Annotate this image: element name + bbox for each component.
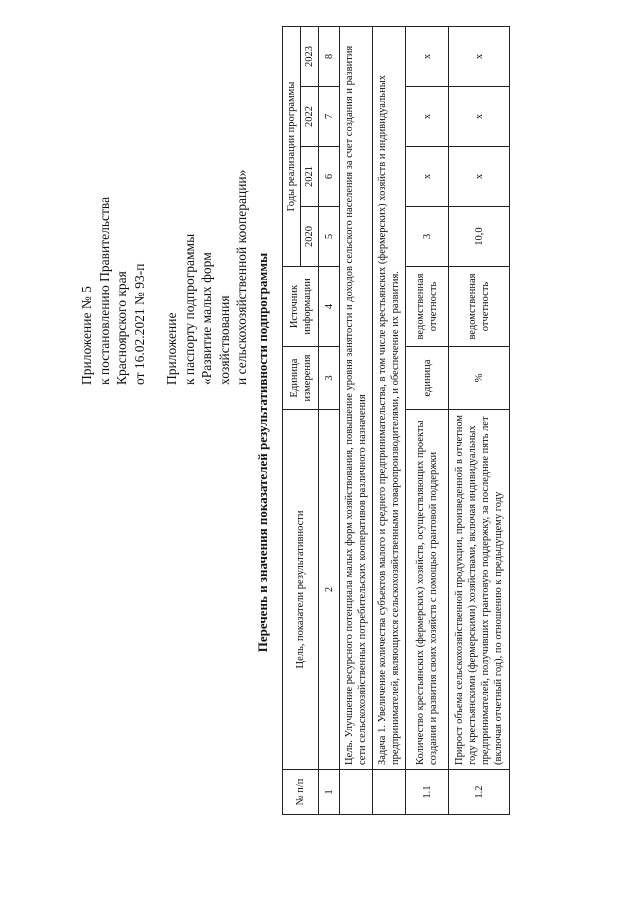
empty-cell xyxy=(340,770,373,815)
empty-cell xyxy=(373,770,406,815)
header-unit: Единица измерения xyxy=(283,347,319,410)
appendix-line: к постановлению Правительства xyxy=(96,196,112,385)
column-number: 6 xyxy=(319,147,340,207)
appendix-line: Приложение xyxy=(164,312,179,385)
task-row xyxy=(373,27,406,815)
value-2020: 3 xyxy=(406,207,449,267)
table-row xyxy=(449,27,510,815)
indicators-table xyxy=(282,26,510,815)
appendix-line: к паспорту подпрограммы xyxy=(181,233,197,385)
task-text: Задача 1. Увеличение количества субъектов малого и среднего предпринимательства, в том числе крестьянских (фермерских) хозяйств и индивидуальных предпринимателей, являющихся сельскохозяйственными товаропроизводителями, и обеспечение их развития. xyxy=(373,27,406,770)
indicator-source: ведомственная отчетность xyxy=(449,267,510,347)
header-year: 2021 xyxy=(301,147,319,207)
value-2020: 10,0 xyxy=(449,207,510,267)
indicator-name: Прирост объема сельскохозяйственной продукции, произведенной в отчетном году крестьянскими (фермерскими) хозяйствами, включая индивидуальных предпринимателей, получивших грантовую поддержку, за последние пять лет (включая отчетный год), по отношению к предыдущему году xyxy=(449,410,510,770)
value-2023: х xyxy=(406,27,449,87)
row-number: 1.1 xyxy=(406,770,449,815)
header-year: 2023 xyxy=(301,27,319,87)
document-title: Перечень и значения показателей результативности подпрограммы xyxy=(255,252,270,653)
row-number: 1.2 xyxy=(449,770,510,815)
column-number: 7 xyxy=(319,87,340,147)
indicator-unit: % xyxy=(449,347,510,410)
column-number: 2 xyxy=(319,410,340,770)
column-number: 3 xyxy=(319,347,340,410)
column-number: 5 xyxy=(319,207,340,267)
value-2021: х xyxy=(406,147,449,207)
value-2021: х xyxy=(449,147,510,207)
appendix-line: хозяйствования xyxy=(216,295,232,385)
indicator-name: Количество крестьянских (фермерских) хозяйств, осуществляющих проекты создания и развития своих хозяйств с помощью грантовой поддержки xyxy=(406,410,449,770)
header-num: № п/п xyxy=(283,770,319,815)
appendix-line: и сельскохозяйственной кооперации» xyxy=(234,169,249,385)
table-row xyxy=(406,27,449,815)
header-source: Источник информации xyxy=(283,267,319,347)
column-number: 8 xyxy=(319,27,340,87)
header-row xyxy=(283,27,301,815)
appendix-line: Приложение № 5 xyxy=(79,286,94,385)
appendix-line: «Развитие малых форм xyxy=(199,252,214,385)
goal-text: Цель. Улучшение ресурсного потенциала малых форм хозяйствования, повышение уровня занятости и доходов сельского населения за счет создания и развития сети сельскохозяйственных потребительских кооперативов различного назначения xyxy=(340,27,373,770)
appendix-line: от 16.02.2021 № 93-п xyxy=(131,263,147,385)
value-2022: х xyxy=(406,87,449,147)
appendix-line: Красноярского края xyxy=(114,271,129,385)
header-years-group: Годы реализации программы xyxy=(283,27,301,267)
header-goal: Цель, показатели результативности xyxy=(283,410,319,770)
value-2023: х xyxy=(449,27,510,87)
column-numbering-row xyxy=(319,27,340,815)
appendix-block xyxy=(78,55,251,385)
header-year: 2022 xyxy=(301,87,319,147)
header-year: 2020 xyxy=(301,207,319,267)
indicator-source: ведомственная отчетность xyxy=(406,267,449,347)
indicator-unit: единица xyxy=(406,347,449,410)
column-number: 1 xyxy=(319,770,340,815)
value-2022: х xyxy=(449,87,510,147)
column-number: 4 xyxy=(319,267,340,347)
goal-row xyxy=(340,27,373,815)
